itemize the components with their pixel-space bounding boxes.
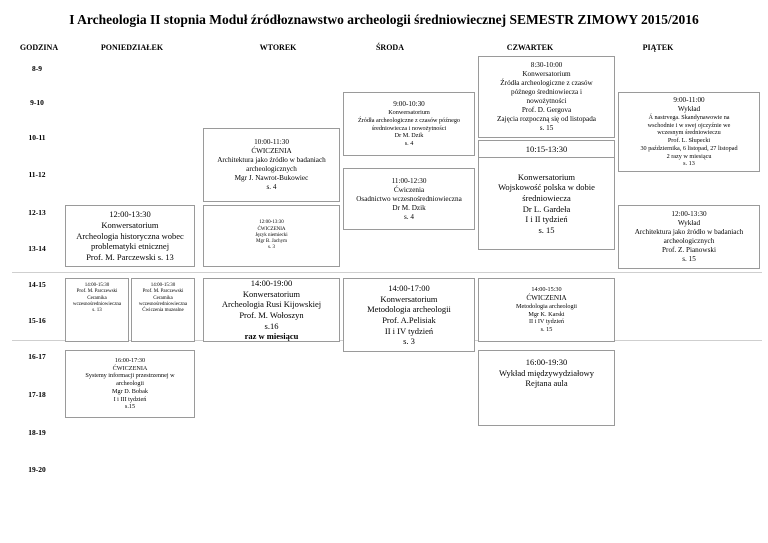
page-title: I Archeologia II stopnia Moduł źródłoznawstwo archeologii średniowiecznej SEMESTR ZIMOWY 2015/2016 <box>69 12 699 27</box>
class-note: raz w miesiącu <box>244 331 299 342</box>
class-block-wednesday-1100 <box>343 168 475 230</box>
class-line: 9:00-11:00 <box>673 95 705 104</box>
hour-label: 15-16 <box>28 316 46 325</box>
hour-label: 17-18 <box>28 390 46 399</box>
class-line: Á nastrvega. Skandynawowie na <box>648 113 730 121</box>
hour-label: 10-11 <box>28 133 46 142</box>
class-line: Ceramika <box>153 295 173 301</box>
class-line: Konwersatorium <box>101 220 159 231</box>
class-block-tuesday-1400 <box>203 278 340 342</box>
class-line: Wykład <box>677 104 701 113</box>
class-block-thursday-1015-time <box>478 140 615 158</box>
class-line: Dr L. Gardeła <box>522 203 571 214</box>
class-line: Ceramika <box>87 295 107 301</box>
header-hours: GODZINA <box>19 43 59 52</box>
class-line: Archeologia Rusi Kijowskiej <box>221 299 322 310</box>
class-line: średniowiecza <box>522 192 571 203</box>
class-line: I i II tydzień <box>525 214 568 225</box>
class-line: problematyki etnicznej <box>90 241 170 252</box>
class-line: s. 4 <box>404 212 414 221</box>
class-line: s. 4 <box>404 140 414 148</box>
class-line: Wykład międzywydziałowy <box>498 367 595 378</box>
class-line: s. 13 <box>683 160 695 168</box>
class-line: Prof. M. Parczewski s. 13 <box>86 251 174 262</box>
header-friday: PIĄTEK <box>642 43 674 52</box>
class-block-wednesday-1400 <box>343 278 475 352</box>
hour-label: 9-10 <box>30 98 44 107</box>
class-block-friday-1200 <box>618 205 760 269</box>
class-line: Wykład <box>677 219 701 227</box>
class-line: Źródła archeologiczne z czasów <box>500 79 593 87</box>
hour-label: 14-15 <box>28 280 46 289</box>
class-block-monday-1200 <box>65 205 195 267</box>
class-line: 2 razy w miesiącu <box>666 152 712 160</box>
class-line: średniowiecza i nowożytności <box>371 124 447 132</box>
class-line: s. 15 <box>540 326 553 334</box>
class-line: Konwersatorium <box>522 70 571 78</box>
class-line: wschodnie i w swej ojczyźnie we <box>647 121 731 129</box>
class-line: archeologicznych <box>663 237 715 245</box>
class-line: 8:30-10:00 <box>530 61 563 69</box>
class-block-tuesday-1000 <box>203 128 340 202</box>
class-line: s. 3 <box>403 336 415 347</box>
class-block-monday-1600 <box>65 350 195 418</box>
class-line: Architektura jako źródło w badaniach <box>217 156 326 164</box>
class-line: 12:00-13:30 <box>109 209 151 220</box>
class-line: wczesnym średniowieczu <box>657 129 721 137</box>
class-line: s. 15 <box>682 255 696 263</box>
class-line: 14:00-15:30 <box>150 283 176 288</box>
class-line: Metodologia archeologii <box>516 302 577 310</box>
class-line: 14:00-15:30 <box>84 283 110 288</box>
hour-label: 13-14 <box>28 244 46 253</box>
class-line: Systemy informacji przestrzennej w <box>85 372 175 380</box>
hour-separator <box>12 272 762 273</box>
class-line: 12:00-13:30 <box>259 220 284 226</box>
class-line: 30 października, 6 listopad, 27 listopad <box>640 144 738 152</box>
class-line: wczesnośredniowieczna <box>138 301 188 307</box>
class-line: Archeologia historyczna wobec <box>76 230 184 241</box>
class-block-friday-0900 <box>618 92 760 172</box>
class-line: 12:00-13:30 <box>671 210 707 218</box>
class-line: s.16 <box>264 320 279 331</box>
class-line: ĆWICZENIA <box>112 364 148 372</box>
class-line: Konwersatorium <box>517 171 576 182</box>
class-line: Prof. Z. Pianowski <box>662 246 716 254</box>
class-line: nowożytności <box>526 97 567 105</box>
header-wednesday: ŚRODA <box>375 43 404 52</box>
class-line: Prof. M. Wołoszyn <box>239 310 304 320</box>
class-line: 10:15-13:30 <box>525 143 568 154</box>
class-line: Prof. M. Parczewski <box>142 289 184 295</box>
class-line: Mgr B. Jachym <box>256 239 287 245</box>
class-line: Konwersatorium <box>388 109 430 117</box>
class-block-monday-1400-a <box>65 278 129 342</box>
class-block-thursday-1600 <box>478 350 615 426</box>
class-line: ĆWICZENIA <box>257 226 286 232</box>
class-block-thursday-0830 <box>478 56 615 138</box>
class-line: s. 3 <box>268 245 275 251</box>
class-line: 14:00-15:30 <box>531 286 562 294</box>
class-line: s. 4 <box>266 183 277 191</box>
class-line: Język niemiecki <box>255 232 288 238</box>
hour-label: 12-13 <box>28 208 46 217</box>
class-line: s. 15 <box>538 224 555 235</box>
class-line: 14:00-19:00 <box>250 278 293 289</box>
class-line: s. 15 <box>539 124 554 132</box>
class-block-tuesday-1200 <box>203 205 340 267</box>
class-line: 16:00-19:30 <box>525 357 568 367</box>
class-block-monday-1400-b <box>131 278 195 342</box>
class-line: Mgr J. Nawrot-Bukowiec <box>234 174 309 182</box>
hour-label: 18-19 <box>28 428 46 437</box>
class-line: I i III tydzień <box>113 395 147 403</box>
class-line: Prof. A.Pelisiak <box>382 315 436 325</box>
class-line: Konwersatorium <box>242 288 301 299</box>
class-line: Mgr K. Karski <box>528 310 565 318</box>
class-line: s. 13 <box>92 308 102 313</box>
class-line: 9:00-10:30 <box>393 100 425 109</box>
class-line: Prof. D. Gergova <box>521 106 572 114</box>
class-line: Osadnictwo wczesnośredniowieczna <box>356 194 462 203</box>
class-line: 11:00-12:30 <box>391 176 427 185</box>
class-line: s.15 <box>124 403 136 411</box>
class-block-wednesday-0900 <box>343 92 475 156</box>
class-line: Mgr D. Bobak <box>112 387 148 395</box>
class-line: Architektura jako źródło w badaniach <box>634 228 744 236</box>
class-line: 14:00-17:00 <box>388 283 430 294</box>
class-line: Konwersatorium <box>380 293 438 304</box>
class-line: archeologicznych <box>246 165 297 173</box>
class-line: wczesnośredniowieczna <box>72 301 122 307</box>
class-line: II i IV tydzień <box>384 325 434 336</box>
hour-label: 16-17 <box>28 352 46 361</box>
class-line: Prof. M. Parczewski <box>76 289 118 295</box>
header-thursday: CZWARTEK <box>506 43 554 52</box>
class-block-thursday-1400 <box>478 278 615 342</box>
class-line: Wojskowość polska w dobie <box>498 182 595 193</box>
class-line: Dr M. Dzik <box>392 203 426 212</box>
class-line: Metodologia archeologii <box>367 304 451 315</box>
header-tuesday: WTOREK <box>259 43 297 52</box>
class-line: 16:00-17:30 <box>114 356 146 364</box>
class-line: II i IV tydzień <box>528 318 565 326</box>
hour-label: 8-9 <box>32 64 42 73</box>
class-block-thursday-1015 <box>478 158 615 250</box>
class-line: ĆWICZENIA <box>526 293 567 302</box>
class-line: późnego średniowiecza i <box>510 88 583 96</box>
class-line: Dr M. Dzik <box>394 132 424 140</box>
class-line: Prof. L. Słupecki <box>667 137 711 145</box>
class-line: ĆWICZENIA <box>251 147 292 155</box>
header-monday: PONIEDZIAŁEK <box>100 43 164 52</box>
class-line: archeologii <box>116 380 144 388</box>
class-line: Zajęcia rozpoczną się od listopada <box>497 115 596 123</box>
class-line: Ćwiczenia <box>393 185 425 194</box>
hour-label: 11-12 <box>28 170 46 179</box>
class-line: Ćwiczenia muzealne <box>142 308 184 313</box>
class-line: Źródła archeologiczne z czasów późnego <box>357 116 461 124</box>
hour-label: 19-20 <box>28 465 46 474</box>
class-line: 10:00-11:30 <box>254 138 289 146</box>
class-line: Rejtana aula <box>525 378 568 389</box>
